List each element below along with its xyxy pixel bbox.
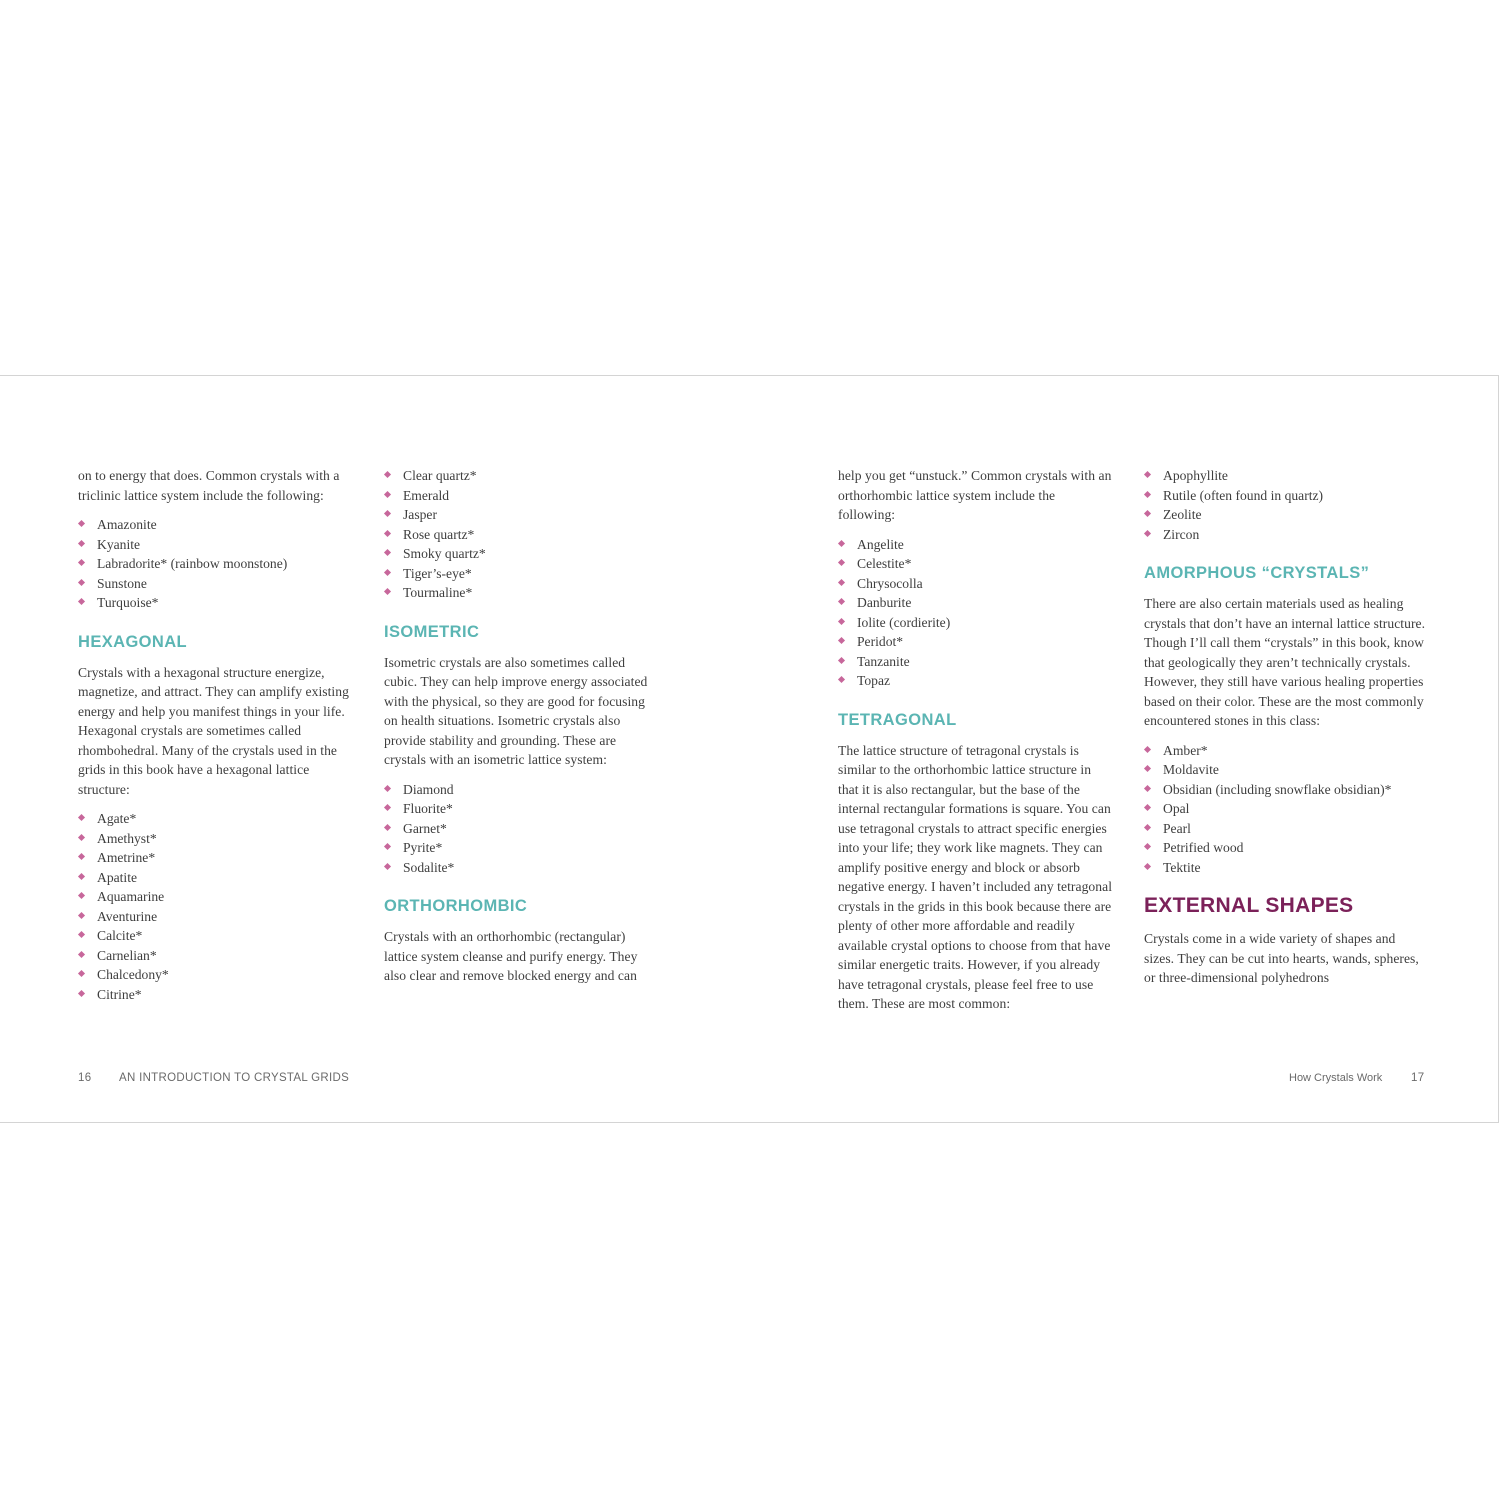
right-running-head: How Crystals Work — [1289, 1072, 1383, 1084]
list-item-label: Iolite (cordierite) — [857, 614, 951, 630]
list-item-label: Apophyllite — [1163, 468, 1228, 483]
list-item — [78, 965, 354, 985]
diamond-bullet-icon — [78, 931, 85, 938]
orthorhombic-intro: help you get “unstuck.” Common crystals with an orthorhombic lattice system include the following: — [838, 468, 1112, 522]
list-item-label: Tektite — [1163, 859, 1201, 875]
diamond-bullet-icon — [78, 853, 85, 860]
diamond-bullet-icon — [1144, 529, 1151, 536]
list-item-label: Apatite — [97, 869, 138, 885]
list-item — [838, 535, 1114, 555]
list-item — [384, 799, 660, 819]
list-item — [1144, 858, 1426, 878]
amorphous-list — [1144, 741, 1426, 878]
list-item — [384, 858, 660, 878]
list-item — [838, 574, 1114, 594]
diamond-bullet-icon — [1144, 784, 1151, 791]
list-item — [78, 574, 354, 594]
list-item-label: Obsidian (including snowflake obsidian)* — [1163, 781, 1392, 797]
list-item — [78, 554, 354, 574]
orthorhombic-heading: ORTHORHOMBIC — [384, 897, 528, 915]
list-item-label: Angelite — [857, 536, 904, 552]
list-item — [384, 780, 660, 800]
list-item-label: Zircon — [1163, 526, 1200, 542]
list-item-label: Moldavite — [1163, 762, 1219, 777]
list-item — [78, 868, 354, 888]
list-item-label: Chrysocolla — [857, 575, 923, 591]
list-item — [1144, 525, 1426, 545]
diamond-bullet-icon — [1144, 823, 1151, 830]
diamond-bullet-icon — [78, 578, 85, 585]
diamond-bullet-icon — [838, 637, 845, 644]
list-item — [838, 632, 1114, 652]
diamond-bullet-icon — [384, 823, 391, 830]
list-item — [78, 829, 354, 849]
tetragonal-heading: TETRAGONAL — [838, 710, 957, 729]
diamond-bullet-icon — [838, 656, 845, 663]
diamond-bullet-icon — [384, 490, 391, 497]
list-item — [78, 926, 354, 946]
isometric-list — [384, 780, 660, 878]
list-item — [384, 466, 660, 486]
list-item — [384, 486, 660, 506]
list-item — [838, 613, 1114, 633]
diamond-bullet-icon — [384, 568, 391, 575]
list-item-label: Emerald — [403, 487, 450, 503]
diamond-bullet-icon — [1144, 843, 1151, 850]
list-item-label: Sodalite* — [403, 859, 455, 875]
diamond-bullet-icon — [384, 784, 391, 791]
list-item-label: Fluorite* — [403, 801, 453, 816]
diamond-bullet-icon — [838, 578, 845, 585]
list-item — [78, 848, 354, 868]
triclinic-list — [78, 515, 354, 613]
diamond-bullet-icon — [78, 559, 85, 566]
diamond-bullet-icon — [384, 510, 391, 517]
diamond-bullet-icon — [78, 872, 85, 879]
list-item — [384, 525, 660, 545]
list-item — [1144, 466, 1426, 486]
left-page-column-1 — [78, 466, 354, 1004]
diamond-bullet-icon — [78, 950, 85, 957]
list-item — [78, 809, 354, 829]
diamond-bullet-icon — [838, 617, 845, 624]
list-item-label: Rutile (often found in quartz) — [1163, 487, 1324, 503]
list-item-label: Sunstone — [97, 575, 147, 591]
tetragonal-list — [1144, 466, 1426, 544]
diamond-bullet-icon — [78, 814, 85, 821]
diamond-bullet-icon — [78, 911, 85, 918]
list-item-label: Tiger’s-eye* — [403, 565, 472, 581]
list-item-label: Celestite* — [857, 556, 912, 571]
diamond-bullet-icon — [1144, 471, 1151, 478]
list-item-label: Diamond — [403, 781, 454, 797]
diamond-bullet-icon — [838, 676, 845, 683]
diamond-bullet-icon — [78, 989, 85, 996]
left-page-column-2 — [384, 466, 660, 986]
diamond-bullet-icon — [1144, 510, 1151, 517]
list-item — [1144, 838, 1426, 858]
orthorhombic-list — [838, 535, 1114, 691]
list-item-label: Clear quartz* — [403, 468, 477, 483]
list-item — [384, 505, 660, 525]
list-item — [384, 583, 660, 603]
diamond-bullet-icon — [384, 862, 391, 869]
list-item — [1144, 760, 1426, 780]
list-item — [1144, 819, 1426, 839]
list-item-label: Rose quartz* — [403, 526, 475, 542]
list-item — [838, 652, 1114, 672]
list-item — [1144, 799, 1426, 819]
list-item-label: Kyanite — [97, 536, 141, 552]
list-item-label: Carnelian* — [97, 947, 157, 963]
diamond-bullet-icon — [384, 471, 391, 478]
list-item-label: Jasper — [403, 507, 437, 522]
list-item — [1144, 741, 1426, 761]
external-shapes-text: Crystals come in a wide variety of shapes and sizes. They can be cut into hearts, wands, spheres, or three-dimensional polyhedrons — [1144, 931, 1419, 985]
list-item-label: Aventurine — [97, 908, 158, 924]
diamond-bullet-icon — [1144, 804, 1151, 811]
isometric-text: Isometric crystals are also sometimes called cubic. They can help improve energy associated with the physical, so they are good for focusing on health situations. Isometric crystals also provide stability and grounding. These are crystals with an isometric lattice system: — [384, 654, 648, 767]
diamond-bullet-icon — [1144, 745, 1151, 752]
list-item — [78, 593, 354, 613]
list-item — [1144, 505, 1426, 525]
list-item — [1144, 780, 1426, 800]
list-item — [384, 544, 660, 564]
diamond-bullet-icon — [78, 892, 85, 899]
list-item — [838, 671, 1114, 691]
list-item-label: Pearl — [1163, 820, 1191, 836]
list-item-label: Labradorite* (rainbow moonstone) — [97, 556, 288, 571]
list-item-label: Aquamarine — [97, 889, 165, 904]
diamond-bullet-icon — [384, 843, 391, 850]
list-item — [838, 593, 1114, 613]
diamond-bullet-icon — [838, 598, 845, 605]
list-item — [384, 819, 660, 839]
diamond-bullet-icon — [384, 529, 391, 536]
list-item — [78, 515, 354, 535]
right-page-column-1 — [838, 466, 1114, 1014]
diamond-bullet-icon — [384, 588, 391, 595]
list-item-label: Citrine* — [97, 986, 142, 1002]
diamond-bullet-icon — [384, 549, 391, 556]
list-item-label: Chalcedony* — [97, 967, 169, 982]
list-item — [78, 907, 354, 927]
list-item — [384, 838, 660, 858]
diamond-bullet-icon — [838, 539, 845, 546]
diamond-bullet-icon — [78, 833, 85, 840]
list-item-label: Ametrine* — [97, 850, 156, 865]
tetragonal-text: The lattice structure of tetragonal crystals is similar to the orthorhombic lattice structure in that it is also rectangular, but the base of the internal rectangular formations is square. You can use tetragonal crystals to attract specific energies into your life; they work like magnets. They can amplify positive energy and block or absorb negative energy. I haven’t included any tetragonal crystals in the grids in this book because there are plenty of other more affordable and readily available crystal options to choose from that have similar energetic traits. However, if you already have tetragonal crystals, please feel free to use them. These are most common: — [838, 742, 1113, 1011]
list-item-label: Tanzanite — [857, 653, 910, 669]
orthorhombic-text: Crystals with an orthorhombic (rectangular) lattice system cleanse and purify energy. They also clear and remove blocked energy and can — [384, 929, 638, 983]
diamond-bullet-icon — [78, 520, 85, 527]
list-item — [78, 887, 354, 907]
hexagonal-list — [78, 809, 354, 1004]
list-item-label: Smoky quartz* — [403, 546, 486, 561]
diamond-bullet-icon — [1144, 862, 1151, 869]
list-item-label: Zeolite — [1163, 507, 1202, 522]
list-item — [1144, 486, 1426, 506]
list-item-label: Agate* — [97, 811, 137, 826]
list-item — [78, 946, 354, 966]
isometric-heading: ISOMETRIC — [384, 622, 480, 641]
hexagonal-heading: HEXAGONAL — [78, 632, 188, 651]
list-item-label: Garnet* — [403, 820, 447, 836]
list-item-label: Opal — [1163, 801, 1190, 816]
diamond-bullet-icon — [384, 804, 391, 811]
list-item-label: Amazonite — [97, 517, 157, 532]
left-page-number: 16 — [78, 1072, 92, 1084]
triclinic-intro: on to energy that does. Common crystals with a triclinic lattice system include the following: — [78, 468, 340, 503]
diamond-bullet-icon — [1144, 765, 1151, 772]
diamond-bullet-icon — [78, 539, 85, 546]
list-item-label: Turquoise* — [97, 595, 159, 610]
list-item-label: Amethyst* — [97, 830, 157, 846]
diamond-bullet-icon — [78, 970, 85, 977]
right-page-column-2 — [1144, 466, 1426, 988]
amorphous-heading: AMORPHOUS “CRYSTALS” — [1144, 564, 1370, 582]
list-item-label: Calcite* — [97, 928, 143, 943]
diamond-bullet-icon — [1144, 490, 1151, 497]
left-running-head: AN INTRODUCTION TO CRYSTAL GRIDS — [119, 1072, 350, 1084]
hexagonal-text: Crystals with a hexagonal structure energize, magnetize, and attract. They can amplify existing energy and help you manifest things in your life. Hexagonal crystals are sometimes called rhombohedral. Many of the crystals used in the grids in this book have a hexagonal lattice structure: — [78, 664, 349, 797]
diamond-bullet-icon — [78, 598, 85, 605]
list-item-label: Petrified wood — [1163, 840, 1244, 855]
list-item — [78, 535, 354, 555]
diamond-bullet-icon — [838, 559, 845, 566]
right-page-number: 17 — [1411, 1072, 1425, 1084]
list-item-label: Danburite — [857, 595, 912, 610]
list-item-label: Topaz — [857, 673, 891, 688]
list-item-label: Amber* — [1163, 742, 1208, 758]
external-shapes-heading: EXTERNAL SHAPES — [1144, 894, 1354, 917]
list-item — [78, 985, 354, 1005]
list-item-label: Peridot* — [857, 634, 904, 649]
list-item — [838, 554, 1114, 574]
hexagonal-list-continued — [384, 466, 660, 603]
list-item — [384, 564, 660, 584]
list-item-label: Pyrite* — [403, 840, 443, 855]
list-item-label: Tourmaline* — [403, 585, 473, 600]
amorphous-text: There are also certain materials used as healing crystals that don’t have an internal lattice structure. Though I’ll call them “crystals” in this book, know that geologically they aren’t technically crystals. However, they still have various healing properties based on their color. These are the most commonly encountered stones in this class: — [1144, 596, 1426, 728]
